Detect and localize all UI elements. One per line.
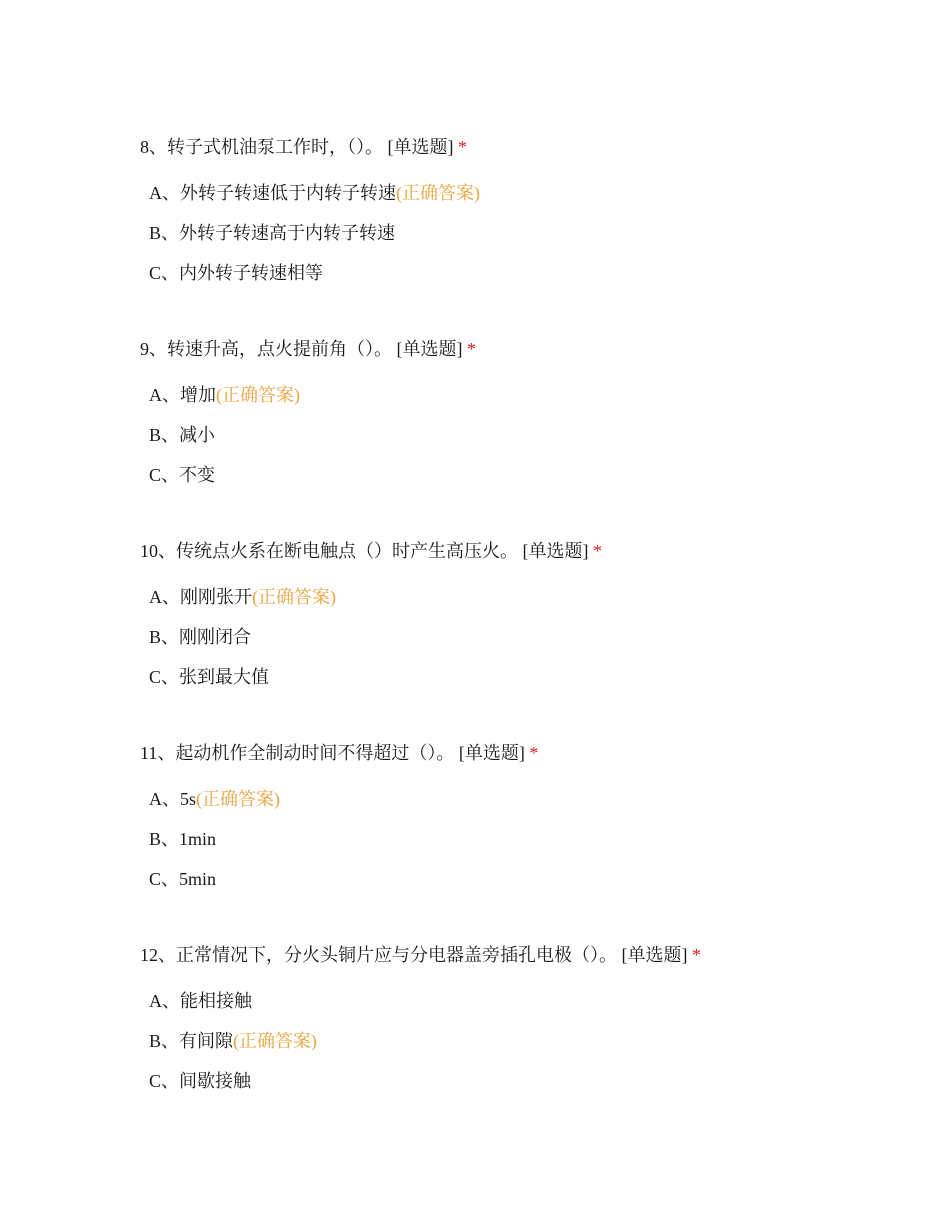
option-label: A、能相接触 — [149, 991, 252, 1011]
question-10 — [140, 539, 900, 705]
correct-answer-mark: (正确答案) — [396, 183, 480, 203]
option-label: A、增加 — [149, 385, 216, 405]
question-type: [单选题] — [522, 541, 589, 561]
option-label: C、不变 — [149, 465, 216, 485]
question-12 — [140, 943, 900, 1109]
correct-answer-mark: (正确答案) — [252, 587, 336, 607]
correct-answer-mark: (正确答案) — [233, 1031, 318, 1051]
option-list — [140, 383, 900, 487]
option-list — [140, 787, 900, 891]
question-text: 10、传统点火系在断电触点（）时产生高压火。 — [140, 541, 518, 561]
option-c — [149, 867, 900, 891]
option-b — [149, 221, 900, 245]
question-type: [单选题] — [396, 339, 463, 359]
option-label: A、刚刚张开 — [149, 587, 252, 607]
question-text: 12、正常情况下，分火头铜片应与分电器盖旁插孔电极（）。 — [140, 945, 617, 965]
required-star: * — [458, 137, 467, 157]
option-b — [149, 625, 900, 649]
question-text: 9、转速升高，点火提前角（）。 — [140, 339, 392, 359]
option-a — [149, 585, 900, 609]
option-label: B、刚刚闭合 — [149, 627, 252, 647]
option-label: C、间歇接触 — [149, 1071, 252, 1091]
question-type: [单选题] — [621, 945, 688, 965]
correct-answer-mark: (正确答案) — [216, 385, 300, 405]
question-title — [140, 943, 900, 967]
option-label: C、张到最大值 — [149, 667, 270, 687]
option-list — [140, 989, 900, 1093]
question-8 — [140, 135, 900, 301]
option-c — [149, 1069, 900, 1093]
question-9 — [140, 337, 900, 503]
required-star: * — [593, 541, 602, 561]
required-star: * — [529, 743, 539, 763]
required-star: * — [692, 945, 701, 965]
correct-answer-mark: (正确答案) — [196, 789, 281, 809]
option-label: A、5s — [149, 789, 197, 809]
option-a — [149, 787, 900, 811]
option-b — [149, 1029, 900, 1053]
option-c — [149, 261, 900, 285]
option-a — [149, 383, 900, 407]
option-label: A、外转子转速低于内转子转速 — [149, 183, 396, 203]
option-b — [149, 423, 900, 447]
option-label: B、外转子转速高于内转子转速 — [149, 223, 396, 243]
question-title — [140, 337, 900, 361]
option-a — [149, 989, 900, 1013]
question-text: 8、转子式机油泵工作时，（）。 — [140, 137, 383, 157]
option-b — [149, 827, 900, 851]
option-label: B、1min — [149, 829, 217, 849]
question-title — [140, 741, 900, 765]
question-title — [140, 135, 900, 159]
option-list — [140, 585, 900, 689]
question-type: [单选题] — [458, 743, 525, 763]
option-label: B、减小 — [149, 425, 216, 445]
question-type: [单选题] — [387, 137, 454, 157]
option-list — [140, 181, 900, 285]
option-label: B、有间隙 — [149, 1031, 234, 1051]
option-c — [149, 665, 900, 689]
option-label: C、5min — [149, 869, 217, 889]
question-11 — [140, 741, 900, 907]
option-a — [149, 181, 900, 205]
question-text: 11、起动机作全制动时间不得超过（）。 — [140, 743, 455, 763]
option-c — [149, 463, 900, 487]
question-title — [140, 539, 900, 563]
required-star: * — [467, 339, 476, 359]
option-label: C、内外转子转速相等 — [149, 263, 324, 283]
